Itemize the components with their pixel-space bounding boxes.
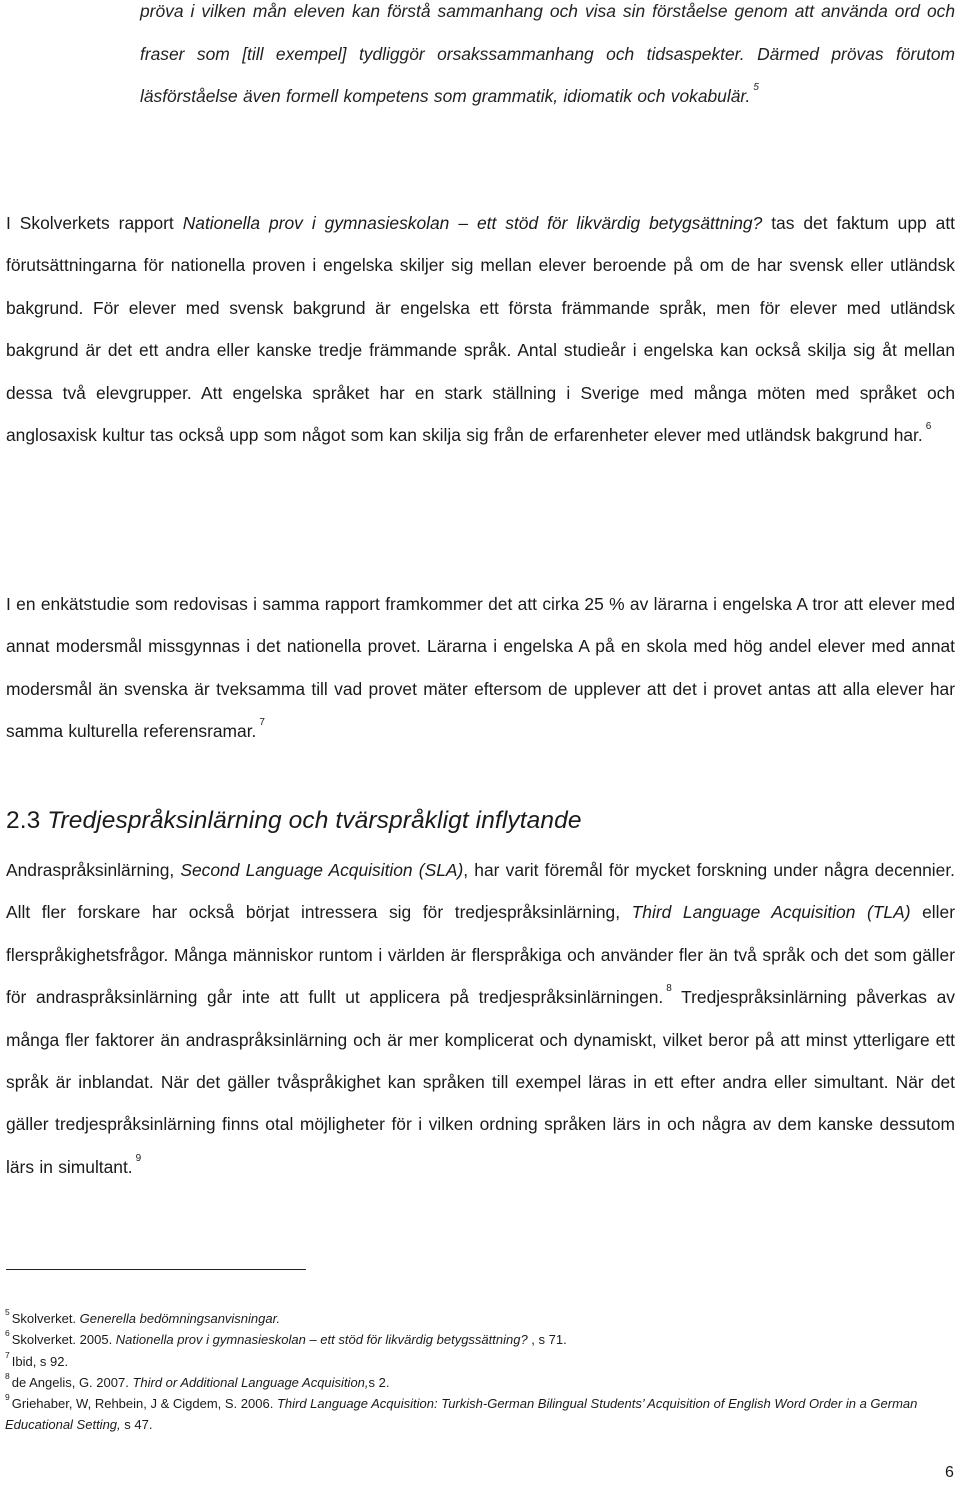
paragraph-text: eller flerspråkighetsfrågor. Många människor runtom i världen är flerspråkiga och använder fler än två språk och det som gäller för andraspråksinlärning går inte att fullt ut applicera på tredjespråksinlärningen. <box>6 902 955 1008</box>
footnote-number: 8 <box>5 1370 10 1381</box>
footnote-text: Skolverket. <box>11 1311 80 1326</box>
footnote-ref-6[interactable]: 6 <box>925 421 932 433</box>
footnote <box>5 1393 957 1436</box>
term-sla: Second Language Acquisition (SLA) <box>180 860 464 880</box>
footnote-text: s 2. <box>368 1374 390 1390</box>
paragraph-survey-study <box>6 583 955 753</box>
block-quote <box>140 0 955 118</box>
footnote-ref-8[interactable]: 8 <box>666 983 672 995</box>
footnote-title: Generella bedömningsanvisningar. <box>79 1311 281 1326</box>
footnote-number: 9 <box>5 1392 10 1403</box>
footnote-ref-7[interactable]: 7 <box>259 717 265 729</box>
term-tla: Third Language Acquisition (TLA) <box>631 902 911 923</box>
footnote-number: 5 <box>5 1307 10 1317</box>
footnote <box>5 1351 957 1372</box>
paragraph-text: I en enkätstudie som redovisas i samma rapport framkommer det att cirka 25 % av lärarna i engelska A tror att elever med annat modersmål missgynnas i det nationella provet. Lärarna i engelska A på en skola med hög andel elever med annat modersmål än svenska är tveksamma till vad provet mäter eftersom de upplever att det i provet antas att alla elever har samma kulturella referensramar. <box>6 594 955 742</box>
footnote-title: Nationella prov i gymnasieskolan – ett stöd för likvärdig betygssättning? <box>115 1332 528 1348</box>
footnote-ref-5[interactable]: 5 <box>753 82 759 94</box>
footnote <box>5 1372 957 1393</box>
footnote-number: 6 <box>5 1328 10 1339</box>
paragraph-text: tas det faktum upp att förutsättningarna för nationella proven i engelska skiljer sig mellan elever beroende på om de har svensk eller utländsk bakgrund. För elever med svensk bakgrund är engelska ett första främmande språk, men för elever med utländsk bakgrund är det ett andra eller kanske tredje främmande språk. Antal studieår i engelska kan också skilja sig åt mellan dessa två elevgrupper. Att engelska språket har en stark ställning i Sverige med många möten med språket och anglosaxisk kultur tas också upp som något som kan skilja sig från de erfarenheter elever med utländsk bakgrund har. <box>6 213 955 446</box>
footnote-title: Third or Additional Language Acquisition, <box>132 1374 369 1390</box>
footnotes <box>5 1308 957 1436</box>
footnote-number: 7 <box>5 1349 10 1360</box>
paragraph-skolverket-report <box>6 202 955 456</box>
paragraph-text: , har varit föremål för mycket forskning under några decennier. Allt fler forskare har också börjat intressera sig för tredjespråksinlärning, <box>6 860 955 923</box>
paragraph-text: Andraspråksinlärning, <box>6 860 181 880</box>
footnote <box>5 1308 957 1329</box>
footnote-separator <box>6 1269 306 1270</box>
footnote-text: Ibid, s 92. <box>11 1353 69 1369</box>
footnote-text: s 47. <box>120 1417 153 1433</box>
footnote <box>5 1329 957 1350</box>
section-title: Tredjespråksinlärning och tvärspråkligt inflytande <box>47 807 582 834</box>
paragraph-third-language <box>6 849 955 1188</box>
paragraph-text: I Skolverkets rapport <box>6 213 183 233</box>
paragraph-text: Tredjespråksinlärning påverkas av många fler faktorer än andraspråksinlärning och är mer komplicerat och dynamiskt, vilket beror på att minst ytterligare ett språk är inblandat. När det gäller tvåspråkighet kan språken till exempel läras in ett efter andra eller simultant. När det gäller tredjespråksinlärning finns otal möjligheter för i vilken ordning språken lärs in och några av dem kanske dessutom lärs in simultant. <box>6 987 955 1177</box>
quote-text: pröva i vilken mån eleven kan förstå sammanhang och visa sin förståelse genom att använda ord och fraser som [till exempel] tydliggör orsakssammanhang och tidsaspekter. Därmed prövas förutom läsförståelse även formell kompetens som grammatik, idiomatik och vokabulär. <box>140 1 955 107</box>
footnote-text: , s 71. <box>527 1332 567 1348</box>
section-number: 2.3 <box>6 807 48 834</box>
footnote-text: de Angelis, G. 2007. <box>11 1374 133 1390</box>
report-title: Nationella prov i gymnasieskolan – ett stöd för likvärdig betygsättning? <box>182 213 763 233</box>
footnote-ref-9[interactable]: 9 <box>135 1152 142 1164</box>
footnote-title: Third Language Acquisition: Turkish-German Bilingual Students’ Acquisition of English Word Order in a German Educational Setting, <box>5 1396 918 1433</box>
page-number: 6 <box>945 1464 954 1481</box>
footnote-text: Skolverket. 2005. <box>11 1332 116 1348</box>
section-heading <box>6 799 582 843</box>
footnote-text: Griehaber, W, Rehbein, J & Cigdem, S. 2006. <box>11 1396 277 1412</box>
